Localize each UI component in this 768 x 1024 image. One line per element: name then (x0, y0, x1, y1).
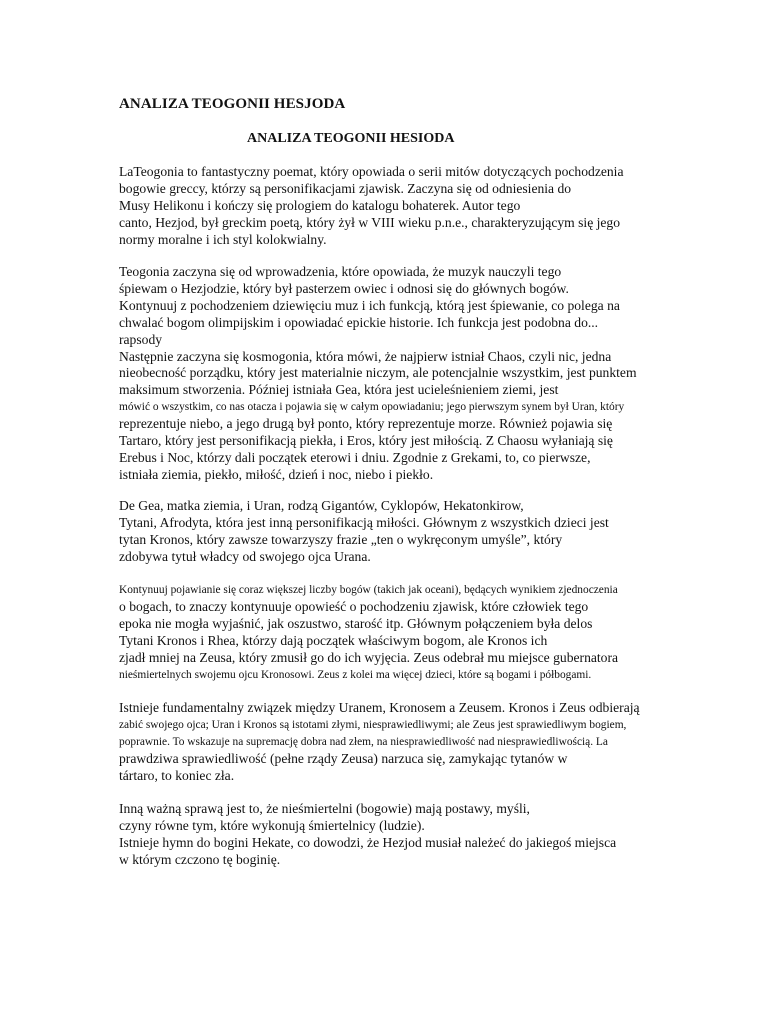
text-line: De Gea, matka ziemia, i Uran, rodzą Gigantów, Cyklopów, Hekatonkirow, (119, 498, 524, 513)
text-line: nieśmiertelnych swojemu ojcu Kronosowi. Zeus z kolei ma więcej dzieci, które są bogami i półbogami. (119, 668, 592, 681)
text-line: Następnie zaczyna się kosmogonia, która mówi, że najpierw istniał Chaos, czyli nic, jedna (119, 348, 612, 364)
text-line: tytan Kronos, który zawsze towarzyszy frazie „ten o wykręconym umyśle”, który (119, 531, 563, 547)
text-line: śpiewam o Hezjodzie, który był pasterzem owiec i odnosi się do głównych bogów. (119, 280, 569, 296)
text-line: Kontynuuj pojawianie się coraz większej liczby bogów (takich jak oceani), będących wynikiem zjednoczenia (119, 584, 618, 596)
text-line: w którym czczono tę boginię. (119, 851, 281, 867)
document-subtitle: ANALIZA TEOGONII HESIODA (247, 131, 455, 146)
text-line: Teogonia zaczyna się od wprowadzenia, które opowiada, że muzyk nauczyli tego (119, 264, 562, 279)
text-line: nieobecność porządku, który jest materialnie niczym, ale potencjalnie wszystkim, jest punktem (119, 365, 637, 381)
text-line: Istnieje fundamentalny związek między Uranem, Kronosem a Zeusem. Kronos i Zeus odbierają (119, 700, 640, 715)
text-line: Tartaro, który jest personifikacją piekła, i Eros, który jest miłością. Z Chaosu wyłaniają się (119, 433, 613, 449)
text-line: rapsody (119, 331, 163, 347)
text-line: bogowie greccy, którzy są personifikacjami zjawisk. Zaczyna się od odniesienia do (119, 180, 572, 196)
text-line: istniała ziemia, piekło, miłość, dzień i noc, niebo i piekło. (119, 466, 434, 482)
text-line: Inną ważną sprawą jest to, że nieśmiertelni (bogowie) mają postawy, myśli, (119, 801, 530, 816)
text-line: LaTeogonia to fantastyczny poemat, który opowiada o serii mitów dotyczących pochodzenia (119, 164, 624, 179)
paragraph-5 (119, 700, 640, 785)
text-line: normy moralne i ich styl kolokwialny. (119, 231, 327, 247)
text-line: zdobywa tytuł władcy od swojego ojca Urana. (119, 548, 371, 564)
text-line: Kontynuuj z pochodzeniem dziewięciu muz i ich funkcją, którą jest śpiewanie, co polega na (119, 297, 620, 313)
text-line: mówić o wszystkim, co nas otacza i pojawia się w całym opowiadaniu; jego pierwszym synem był Uran, który (119, 401, 625, 414)
text-line: Erebus i Noc, którzy dali początek eterowi i dniu. Zgodnie z Grekami, to, co pierwsze, (119, 449, 591, 465)
text-line: czyny równe tym, które wykonują śmiertelnicy (ludzie). (119, 817, 425, 833)
text-line: prawdziwa sprawiedliwość (pełne rządy Zeusa) narzuca się, zamykając tytanów w (119, 750, 568, 766)
document-title: ANALIZA TEOGONII HESJODA (119, 96, 346, 112)
text-line: epoka nie mogła wyjaśnić, jak oszustwo, starość itp. Głównym połączeniem była delos (119, 615, 593, 631)
paragraph-6 (119, 801, 616, 869)
text-line: o bogach, to znaczy kontynuuje opowieść o pochodzeniu zjawisk, które człowiek tego (119, 598, 589, 614)
paragraph-3 (119, 498, 609, 566)
text-line: zabić swojego ojca; Uran i Kronos są istotami złymi, niesprawiedliwymi; ale Zeus jest sprawiedliwym bogiem, (119, 718, 627, 731)
text-line: chwalać bogom olimpijskim i opowiadać epickie historie. Ich funkcja jest podobna do... (119, 314, 599, 330)
paragraph-2 (119, 264, 637, 484)
paragraph-1 (119, 164, 624, 249)
paragraph-4 (119, 582, 618, 683)
text-line: canto, Hezjod, był greckim poetą, który żył w VIII wieku p.n.e., charakteryzującym się jego (119, 214, 621, 230)
text-line: zjadł mniej na Zeusa, który zmusił go do ich wyjęcia. Zeus odebrał mu miejsce gubernatora (119, 649, 619, 665)
text-line: Tytani, Afrodyta, która jest inną personifikacją miłości. Głównym z wszystkich dzieci jest (119, 514, 609, 530)
text-line: maksimum stworzenia. Później istniała Gea, która jest ucieleśnieniem ziemi, jest (119, 382, 559, 398)
text-line: poprawnie. To wskazuje na supremację dobra nad złem, na niesprawiedliwość nad niesprawiedliwością. La (119, 735, 608, 748)
text-line: Tytani Kronos i Rhea, którzy dają początek właściwym bogom, ale Kronos ich (119, 632, 548, 648)
text-line: tártaro, to koniec zła. (119, 767, 235, 783)
text-line: Musy Helikonu i kończy się prologiem do katalogu bohaterek. Autor tego (119, 197, 521, 213)
text-line: reprezentuje niebo, a jego drugą był ponto, który reprezentuje morze. Również pojawia się (119, 416, 613, 432)
text-line: Istnieje hymn do bogini Hekate, co dowodzi, że Hezjod musiał należeć do jakiegoś miejsca (119, 834, 617, 850)
